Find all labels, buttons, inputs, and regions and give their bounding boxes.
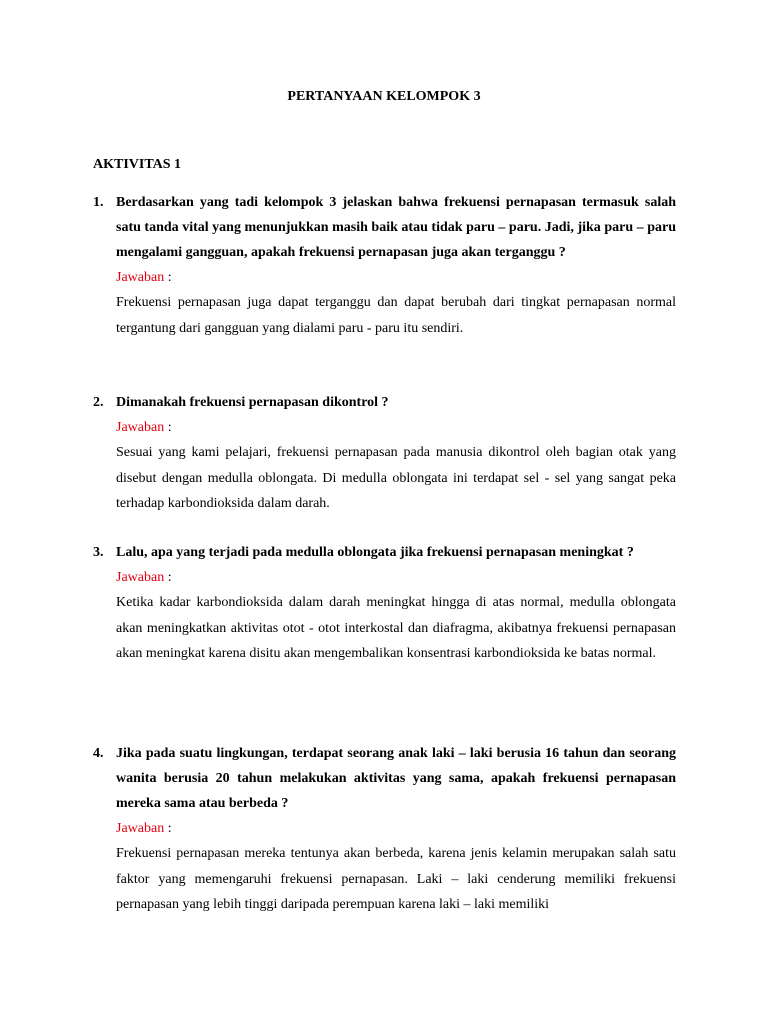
question-text: Berdasarkan yang tadi kelompok 3 jelaskan bahwa frekuensi pernapasan termasuk salah satu tanda vital yang menunjukkan masih baik atau tidak paru – paru. Jadi, jika paru – paru mengalami gangguan, apakah frekuensi pernapasan juga akan terganggu ? [116, 195, 676, 260]
answer-label [116, 265, 676, 290]
answer-label-text: Jawaban [116, 420, 165, 435]
answer-label-text: Jawaban [116, 570, 165, 585]
qa-item-2 [93, 390, 676, 517]
answer-label [116, 415, 676, 440]
answer-label-text: Jawaban [116, 821, 165, 836]
qa-item-3 [93, 540, 676, 667]
question-text: Dimanakah frekuensi pernapasan dikontrol ? [116, 395, 389, 410]
question-number: 4. [93, 746, 104, 761]
section-heading: AKTIVITAS 1 [93, 157, 182, 172]
answer-label-colon: : [164, 821, 172, 836]
answer-text: Sesuai yang kami pelajari, frekuensi pernapasan pada manusia dikontrol oleh bagian otak yang disebut dengan medulla oblongata. Di medulla oblongata ini terdapat sel - sel yang sangat peka terhadap karbondioksida dalam darah. [116, 445, 676, 511]
answer-label-text: Jawaban [116, 270, 165, 285]
qa-item-4 [93, 741, 676, 918]
question-number: 1. [93, 195, 104, 210]
qa-item-1 [93, 190, 676, 341]
answer-text: Frekuensi pernapasan mereka tentunya akan berbeda, karena jenis kelamin merupakan salah satu faktor yang memengaruhi frekuensi pernapasan. Laki – laki cenderung memiliki frekuensi pernapasan yang lebih tinggi daripada perempuan karena laki – laki memiliki [116, 846, 676, 912]
question-text: Lalu, apa yang terjadi pada medulla oblongata jika frekuensi pernapasan meningkat ? [116, 545, 634, 560]
answer-label-colon: : [164, 420, 172, 435]
answer-label-colon: : [164, 270, 172, 285]
answer-label [116, 816, 676, 841]
answer-label-colon: : [164, 570, 172, 585]
question-number: 2. [93, 395, 104, 410]
question-number: 3. [93, 545, 104, 560]
answer-label [116, 565, 676, 590]
answer-text: Ketika kadar karbondioksida dalam darah meningkat hingga di atas normal, medulla oblongata akan meningkatkan aktivitas otot - otot interkostal dan diafragma, akibatnya frekuensi pernapasan akan meningkat karena disitu akan mengembalikan konsentrasi karbondioksida ke batas normal. [116, 595, 676, 661]
question-text: Jika pada suatu lingkungan, terdapat seorang anak laki – laki berusia 16 tahun dan seorang wanita berusia 20 tahun melakukan aktivitas yang sama, apakah frekuensi pernapasan mereka sama atau berbeda ? [116, 746, 676, 811]
page-title: PERTANYAAN KELOMPOK 3 [287, 89, 481, 104]
answer-text: Frekuensi pernapasan juga dapat terganggu dan dapat berubah dari tingkat pernapasan normal tergantung dari gangguan yang dialami paru - paru itu sendiri. [116, 295, 676, 336]
